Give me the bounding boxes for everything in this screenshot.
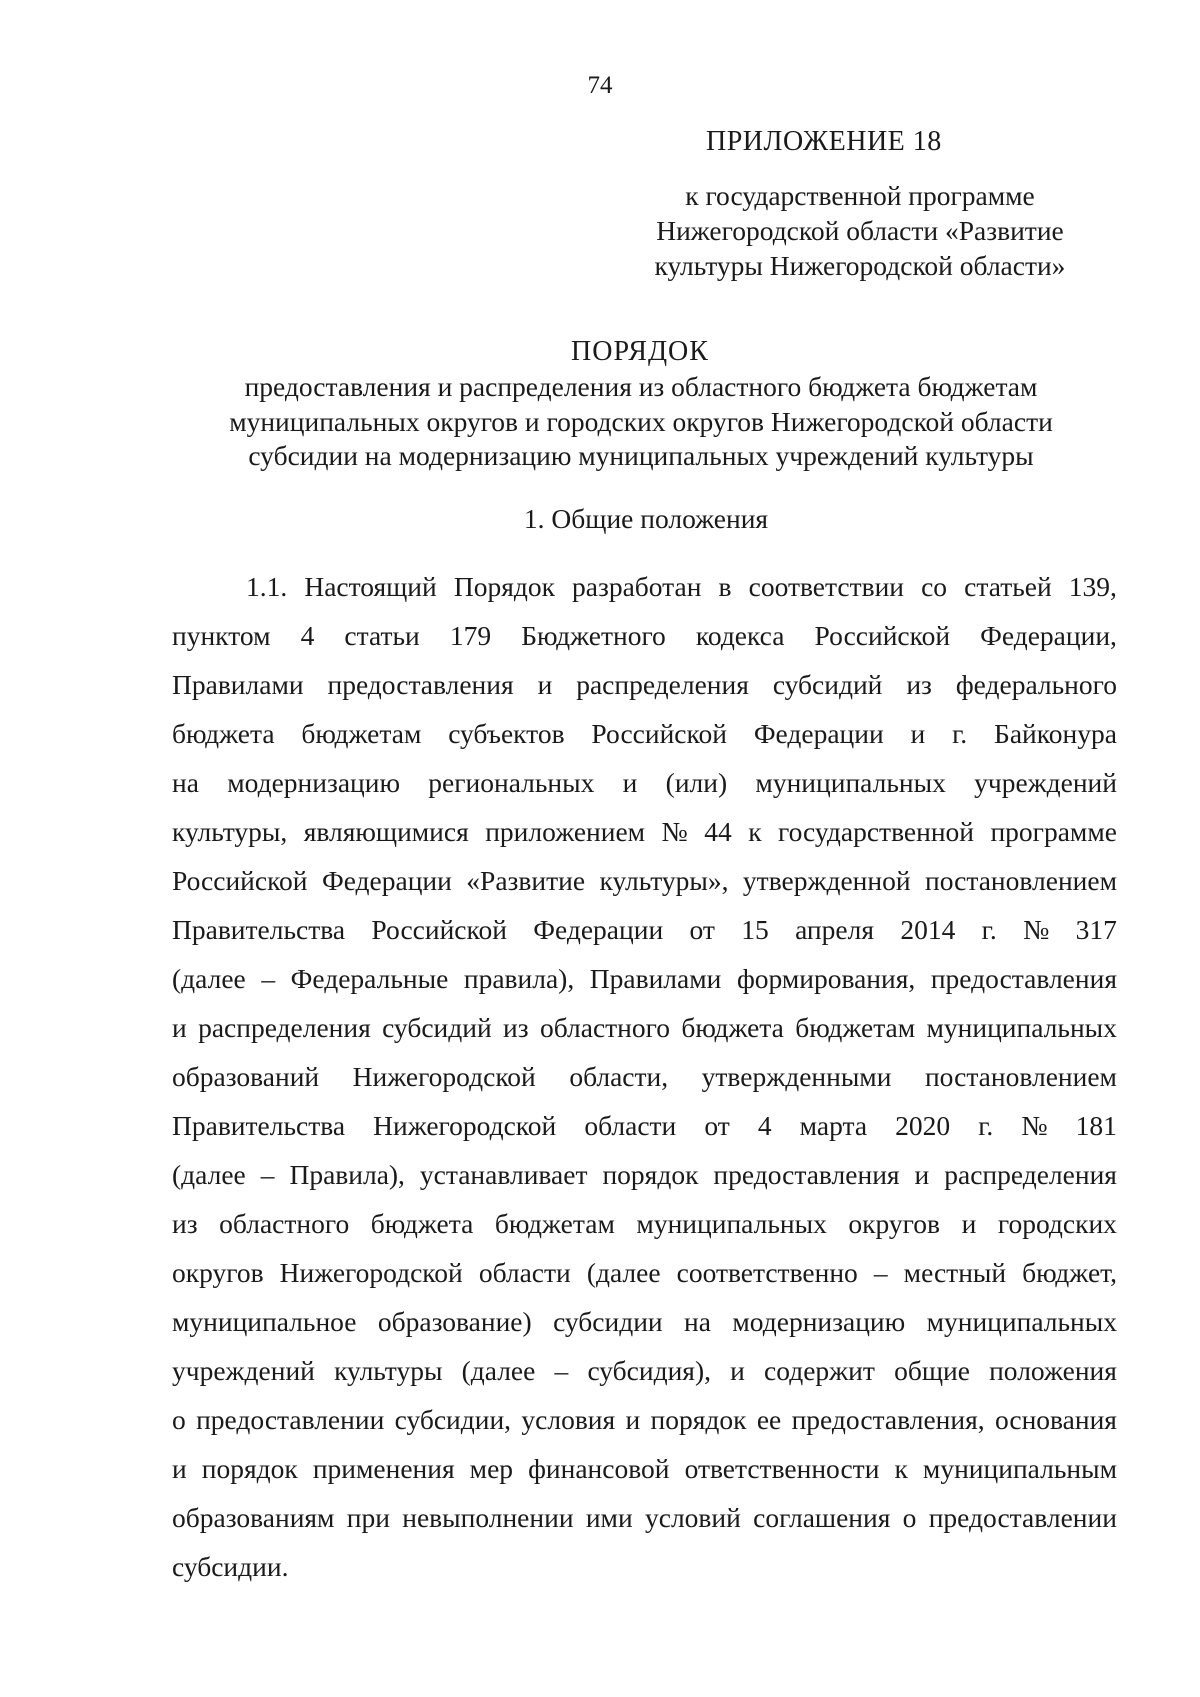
word: предоставлении [928,1502,1117,1533]
word: порядок [650,1404,747,1435]
word: – [261,963,276,994]
word: 15 [741,914,769,945]
word: 44 [704,816,732,847]
paragraph-line [172,1199,1117,1248]
word: предоставления, [791,1404,985,1435]
word: муниципальных [926,1012,1117,1043]
word: муниципальным [922,1453,1117,1484]
word: о [172,1404,186,1435]
subtitle-line: предоставления и распределения из областного бюджета бюджетам [244,371,1038,402]
word: постановлением [925,865,1117,896]
word: Правилами [172,669,304,700]
word: Нижегородской [373,1110,557,1141]
word: области [584,1110,677,1141]
word: порядок [201,1453,298,1484]
word: положения [989,1355,1117,1386]
subtitle-line: субсидии на модернизацию муниципальных учреждений культуры [248,440,1034,471]
word: соответственно [676,1257,858,1288]
word: распределения [576,669,749,700]
paragraph-line [172,1052,1117,1101]
word: округов [848,1208,940,1239]
word: постановлением [924,1061,1117,1092]
word: и [914,1159,930,1190]
word: культуры, [172,816,288,847]
word: образованиям [172,1502,335,1533]
word: городских [997,1208,1117,1239]
word: Правительства [172,914,346,945]
word: на [172,767,199,798]
paragraph-line [172,660,1117,709]
word: бюджет, [1022,1257,1117,1288]
paragraph-line [172,562,1117,611]
word: федерального [955,669,1117,700]
word: финансовой [528,1453,670,1484]
word: марта [799,1110,868,1141]
word: № [1023,914,1050,945]
word: Федерации [753,718,884,749]
word: Федерации, [980,620,1117,651]
word: Российской [172,865,308,896]
word: областного [539,1012,670,1043]
word: муниципальных [636,1208,827,1239]
word: предоставления [327,669,514,700]
word: области, [569,1061,669,1092]
word: бюджета [681,1012,784,1043]
word: и [961,1208,977,1239]
word: в [718,571,732,602]
paragraph-line [172,1101,1117,1150]
word: № [661,816,688,847]
word: соглашения [753,1502,891,1533]
word: содержит [764,1355,875,1386]
word: субсидии. [172,1551,289,1582]
word: формирования, [736,963,916,994]
word: предоставления [713,1159,900,1190]
word: порядок [602,1159,699,1190]
word: округов [172,1257,264,1288]
word: культуры [334,1355,443,1386]
word: субсидии [553,1306,663,1337]
word: образований [172,1061,320,1092]
word: предоставлении [196,1404,385,1435]
word: местный [903,1257,1007,1288]
word: г. [952,718,968,749]
word: 4 [300,620,315,651]
word: распределения [198,1012,371,1043]
word: – [260,1159,275,1190]
word: 317 [1075,914,1117,945]
word: модернизацию [732,1306,906,1337]
paragraph-line [172,709,1117,758]
paragraph-line [172,807,1117,856]
word: муниципальных [926,1306,1117,1337]
word: учреждений [172,1355,315,1386]
paragraph-line [172,856,1117,905]
word: из [172,1208,198,1239]
word: Бюджетного [521,620,666,651]
word: невыполнении [402,1502,574,1533]
document-title: ПОРЯДОК [571,336,709,367]
word: образование) [377,1306,532,1337]
word: 4 [757,1110,772,1141]
appendix-line: культуры Нижегородской области» [654,250,1066,281]
word: Федеральные [290,963,449,994]
word: 179 [449,620,492,651]
word: из [503,1012,529,1043]
word: 139, [1068,571,1117,602]
word: статьи [344,620,420,651]
word: (далее [461,1355,536,1386]
appendix-reference [600,178,1120,283]
word: утвержденными [701,1061,892,1092]
word: учреждений [974,767,1117,798]
word: (далее [586,1257,661,1288]
word: условия [521,1404,616,1435]
word: 2014 [900,914,956,945]
paragraph-line [172,1003,1117,1052]
word: о [902,1502,917,1533]
paragraph-line [172,611,1117,660]
word: разработан [572,571,702,602]
word: мер [469,1453,514,1484]
paragraph-line [172,905,1117,954]
paragraph-line [172,1346,1117,1395]
word: г. [978,1110,994,1141]
paragraph-line [172,1248,1117,1297]
word: на [684,1306,711,1337]
word: статьей [964,571,1052,602]
word: основания [994,1404,1117,1435]
word: – [873,1257,888,1288]
word: – [554,1355,569,1386]
word: (или) [665,767,728,798]
word: при [346,1502,390,1533]
word: к [894,1453,908,1484]
word: № [1021,1110,1048,1141]
word: ответственности [684,1453,880,1484]
word: муниципальное [172,1306,357,1337]
word: Нижегородской [279,1257,463,1288]
word: апреля [795,914,874,945]
word: модернизацию [227,767,401,798]
word: бюджетам [494,1208,615,1239]
word: из [906,669,932,700]
word: Федерации [533,914,664,945]
paragraph-line [172,1493,1117,1542]
word: общие [894,1355,970,1386]
body-paragraph [172,562,1117,1591]
word: ее [756,1404,782,1435]
word: распределения [944,1159,1117,1190]
word: государственной [778,816,975,847]
word: Правила), [289,1159,405,1190]
word: областного [219,1208,350,1239]
word: приложением [485,816,646,847]
word: условий [644,1502,741,1533]
word: субсидий [772,669,883,700]
word: от [704,1110,730,1141]
word: Российской [371,914,507,945]
word: пунктом [172,620,271,651]
paragraph-line [172,954,1117,1003]
word: ими [585,1502,633,1533]
word: 181 [1075,1110,1117,1141]
word: Байконура [994,718,1117,749]
word: Порядок [453,571,555,602]
word: бюджетам [795,1012,916,1043]
word: Настоящий [304,571,437,602]
word: правила), [463,963,575,994]
subtitle-line: муниципальных округов и городских округов Нижегородской области [229,405,1053,437]
word: Правительства [172,1110,346,1141]
paragraph-line [172,1297,1117,1346]
word: субъектов [448,718,565,749]
appendix-title: ПРИЛОЖЕНИЕ 18 [706,126,942,157]
word: субсидия), [587,1355,711,1386]
word: со [921,571,948,602]
word: культуры», [599,865,729,896]
word: программе [990,816,1117,847]
word: и [622,767,638,798]
word: субсидий [382,1012,492,1043]
word: утвержденной [742,865,911,896]
word: Федерации [321,865,452,896]
word: бюджета [370,1208,474,1239]
word: 2020 [895,1110,951,1141]
word: и [537,669,553,700]
word: региональных [428,767,595,798]
word: и [910,718,926,749]
word: муниципальных [755,767,946,798]
word: бюджетам [301,718,422,749]
word: и [730,1355,745,1386]
word: области [478,1257,571,1288]
word: бюджета [172,718,275,749]
paragraph-line [172,758,1117,807]
appendix-line: Нижегородской области «Развитие [656,215,1064,246]
word: являющимися [303,816,469,847]
word: г. [981,914,997,945]
paragraph-line [172,1395,1117,1444]
word: применения [312,1453,455,1484]
word: (далее [172,963,246,994]
word: кодекса [695,620,785,651]
word: 1.1. [246,571,288,602]
word: Нижегородской [352,1061,536,1092]
word: Правилами [589,963,722,994]
word: и [172,1453,187,1484]
word: и [625,1404,641,1435]
word: Российской [814,620,951,651]
paragraph-line [172,1150,1117,1199]
paragraph-line [172,1444,1117,1493]
word: устанавливает [419,1159,588,1190]
word: предоставления [930,963,1117,994]
section-heading: 1. Общие положения [523,503,769,534]
word: от [689,914,715,945]
word: соответствии [748,571,905,602]
word: субсидии, [394,1404,512,1435]
document-subtitle [0,370,1200,474]
word: (далее [172,1159,246,1190]
appendix-line: к государственной программе [685,180,1035,211]
paragraph-line [172,1542,1117,1591]
word: «Развитие [466,865,586,896]
word: Российской [591,718,727,749]
word: к [748,816,762,847]
word: и [172,1012,187,1043]
page-number: 74 [587,72,613,99]
